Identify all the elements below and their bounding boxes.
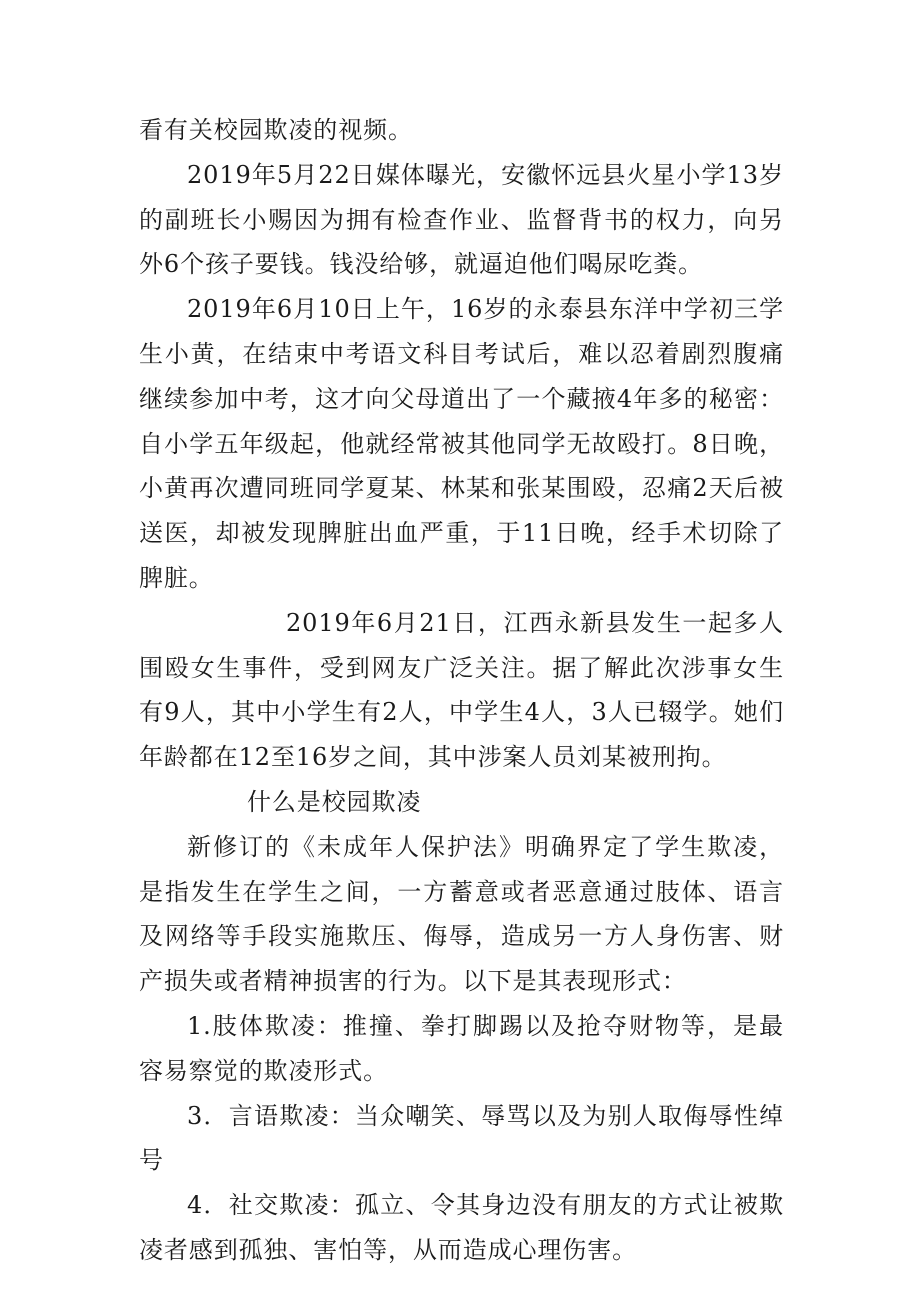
list-item-physical-bullying: 1.肢体欺凌：推撞、拳打脚踢以及抢夺财物等，是最容易察觉的欺凌形式。 — [139, 1011, 784, 1085]
list-item-verbal-bullying: 3．言语欺凌：当众嘲笑、辱骂以及为别人取侮辱性绰号 — [139, 1101, 784, 1175]
list-item-social-bullying: 4．社交欺凌：孤立、令其身边没有朋友的方式让被欺凌者感到孤独、害怕等，从而造成心理伤害。 — [139, 1191, 784, 1264]
paragraph-case-yongtai: 2019年6月10日上午，16岁的永泰县东洋中学初三学生小黄，在结束中考语文科目考试后，难以忍着剧烈腹痛继续参加中考，这才向父母道出了一个藏掖4年多的秘密：自小学五年级起，他就经常被其他同学无故殴打。8日晚，小黄再次遭同班同学夏某、林某和张某围殴，忍痛2天后被送医，却被发现脾脏出血严重，于11日晚，经手术切除了脾脏。 — [139, 295, 784, 592]
paragraph-continuation: 看有关校园欺凌的视频。 — [139, 116, 413, 144]
paragraph-case-jiangxi: 2019年6月21日，江西永新县发生一起多人围殴女生事件，受到网友广泛关注。据了解此次涉事女生有9人，其中小学生有2人，中学生4人，3人已辍学。她们年龄都在12至16岁之间，其中涉案人员刘某被刑拘。 — [139, 608, 784, 772]
document-body — [139, 108, 784, 1273]
paragraph-case-anhui: 2019年5月22日媒体曝光，安徽怀远县火星小学13岁的副班长小赐因为拥有检查作业、监督背书的权力，向另外6个孩子要钱。钱没给够，就逼迫他们喝尿吃粪。 — [139, 160, 784, 279]
paragraph-definition: 新修订的《未成年人保护法》明确界定了学生欺凌，是指发生在学生之间，一方蓄意或者恶意通过肢体、语言及网络等手段实施欺压、侮辱，造成另一方人身伤害、财产损失或者精神损害的行为。以下是其表现形式： — [139, 832, 784, 996]
section-heading: 什么是校园欺凌 — [247, 787, 422, 816]
